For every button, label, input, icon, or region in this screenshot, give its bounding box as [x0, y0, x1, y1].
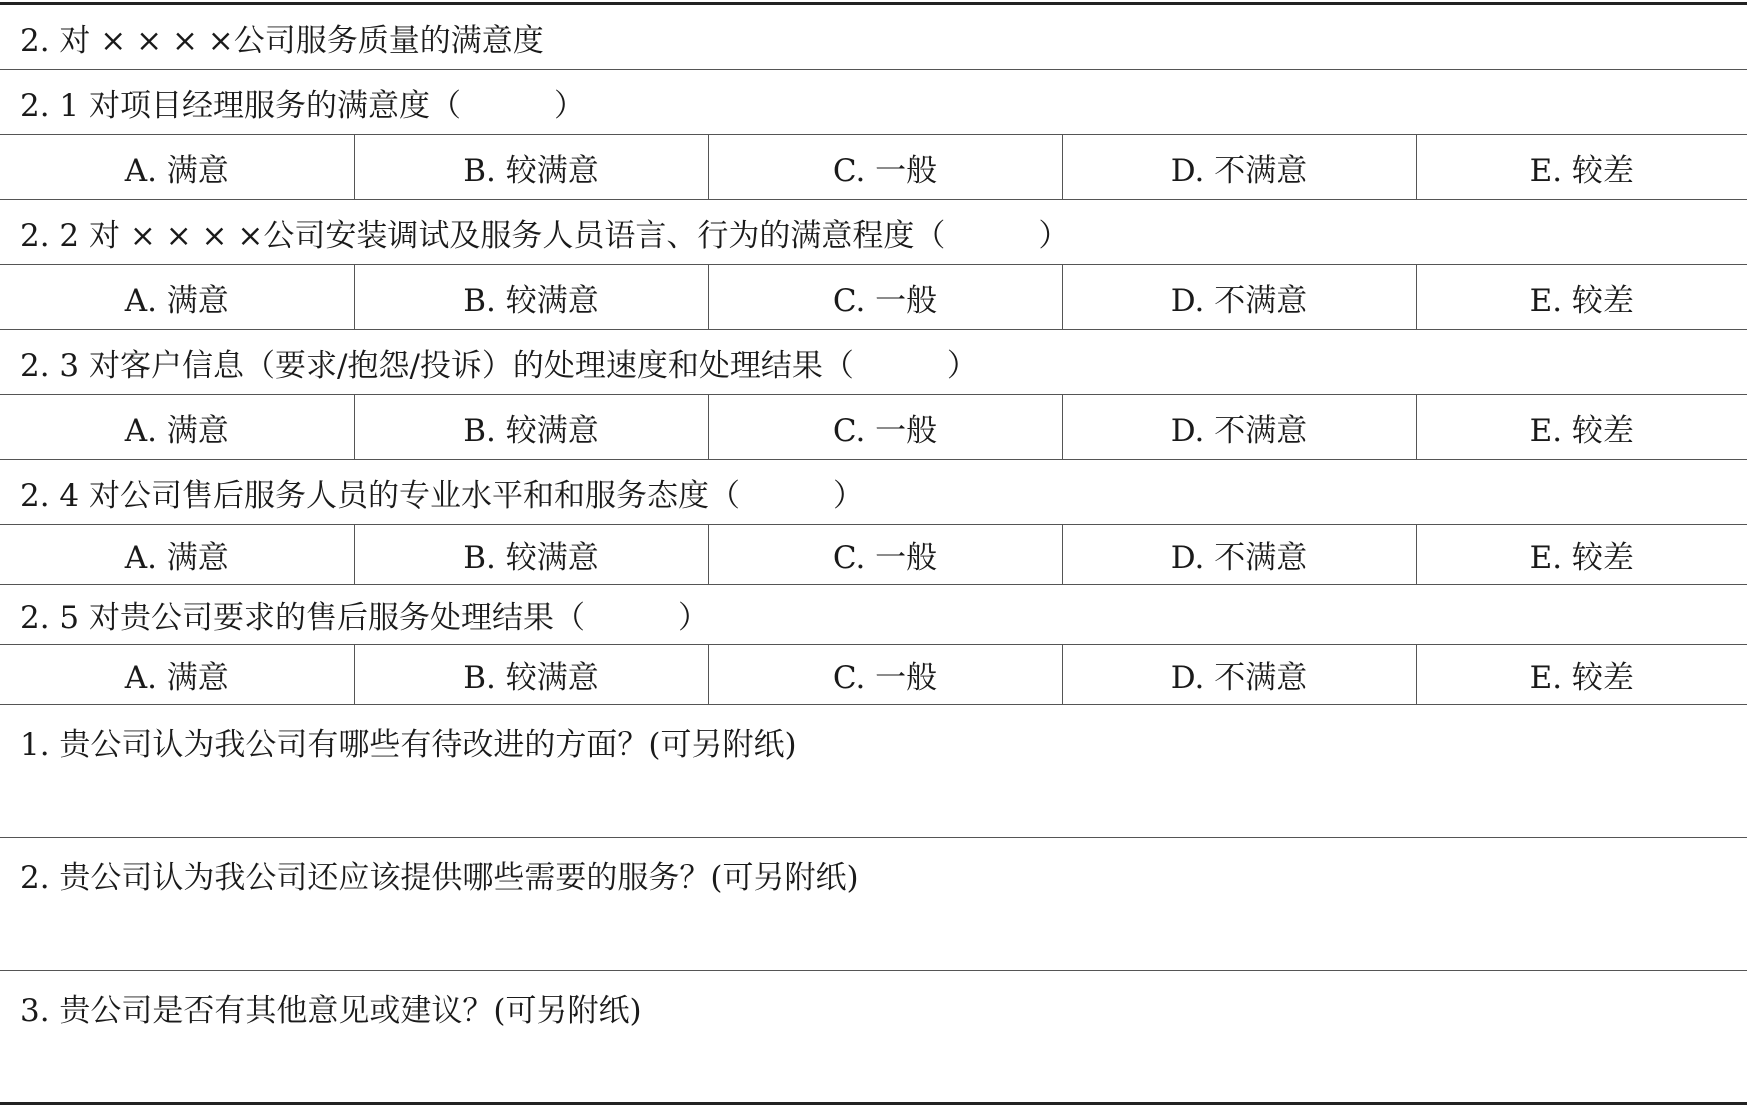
option-b[interactable]: B. 较满意 — [354, 135, 708, 200]
question-row — [0, 460, 1747, 525]
question-text: 2. 1 对项目经理服务的满意度（ ） — [0, 70, 1747, 135]
option-a[interactable]: A. 满意 — [0, 645, 354, 705]
question-text: 2. 4 对公司售后服务人员的专业水平和和服务态度（ ） — [0, 460, 1747, 525]
option-c[interactable]: C. 一般 — [708, 395, 1062, 460]
open-question-suggestions[interactable]: 3. 贵公司是否有其他意见或建议？(可另附纸) — [0, 971, 1747, 1104]
option-d[interactable]: D. 不满意 — [1062, 135, 1416, 200]
question-row — [0, 585, 1747, 645]
open-question-improvements[interactable]: 1. 贵公司认为我公司有哪些有待改进的方面？(可另附纸) — [0, 705, 1747, 838]
option-c[interactable]: C. 一般 — [708, 265, 1062, 330]
options-row — [0, 265, 1747, 330]
options-row — [0, 135, 1747, 200]
open-question-row — [0, 838, 1747, 971]
option-b[interactable]: B. 较满意 — [354, 265, 708, 330]
option-a[interactable]: A. 满意 — [0, 395, 354, 460]
option-a[interactable]: A. 满意 — [0, 265, 354, 330]
option-b[interactable]: B. 较满意 — [354, 645, 708, 705]
satisfaction-survey-table — [0, 2, 1747, 1105]
option-b[interactable]: B. 较满意 — [354, 525, 708, 585]
option-d[interactable]: D. 不满意 — [1062, 525, 1416, 585]
option-b[interactable]: B. 较满意 — [354, 395, 708, 460]
option-d[interactable]: D. 不满意 — [1062, 395, 1416, 460]
section-title-row — [0, 4, 1747, 70]
section-title: 2. 对 × × × ×公司服务质量的满意度 — [0, 4, 1747, 70]
options-row — [0, 525, 1747, 585]
option-e[interactable]: E. 较差 — [1416, 265, 1747, 330]
option-c[interactable]: C. 一般 — [708, 525, 1062, 585]
open-question-row — [0, 971, 1747, 1104]
option-e[interactable]: E. 较差 — [1416, 395, 1747, 460]
question-text: 2. 2 对 × × × ×公司安装调试及服务人员语言、行为的满意程度（ ） — [0, 200, 1747, 265]
option-d[interactable]: D. 不满意 — [1062, 265, 1416, 330]
question-row — [0, 330, 1747, 395]
option-e[interactable]: E. 较差 — [1416, 135, 1747, 200]
question-row — [0, 200, 1747, 265]
option-e[interactable]: E. 较差 — [1416, 645, 1747, 705]
option-a[interactable]: A. 满意 — [0, 135, 354, 200]
option-c[interactable]: C. 一般 — [708, 645, 1062, 705]
options-row — [0, 645, 1747, 705]
option-a[interactable]: A. 满意 — [0, 525, 354, 585]
option-d[interactable]: D. 不满意 — [1062, 645, 1416, 705]
question-text: 2. 5 对贵公司要求的售后服务处理结果（ ） — [0, 585, 1747, 645]
question-row — [0, 70, 1747, 135]
open-question-row — [0, 705, 1747, 838]
option-e[interactable]: E. 较差 — [1416, 525, 1747, 585]
question-text: 2. 3 对客户信息（要求/抱怨/投诉）的处理速度和处理结果（ ） — [0, 330, 1747, 395]
options-row — [0, 395, 1747, 460]
option-c[interactable]: C. 一般 — [708, 135, 1062, 200]
open-question-services[interactable]: 2. 贵公司认为我公司还应该提供哪些需要的服务？(可另附纸) — [0, 838, 1747, 971]
